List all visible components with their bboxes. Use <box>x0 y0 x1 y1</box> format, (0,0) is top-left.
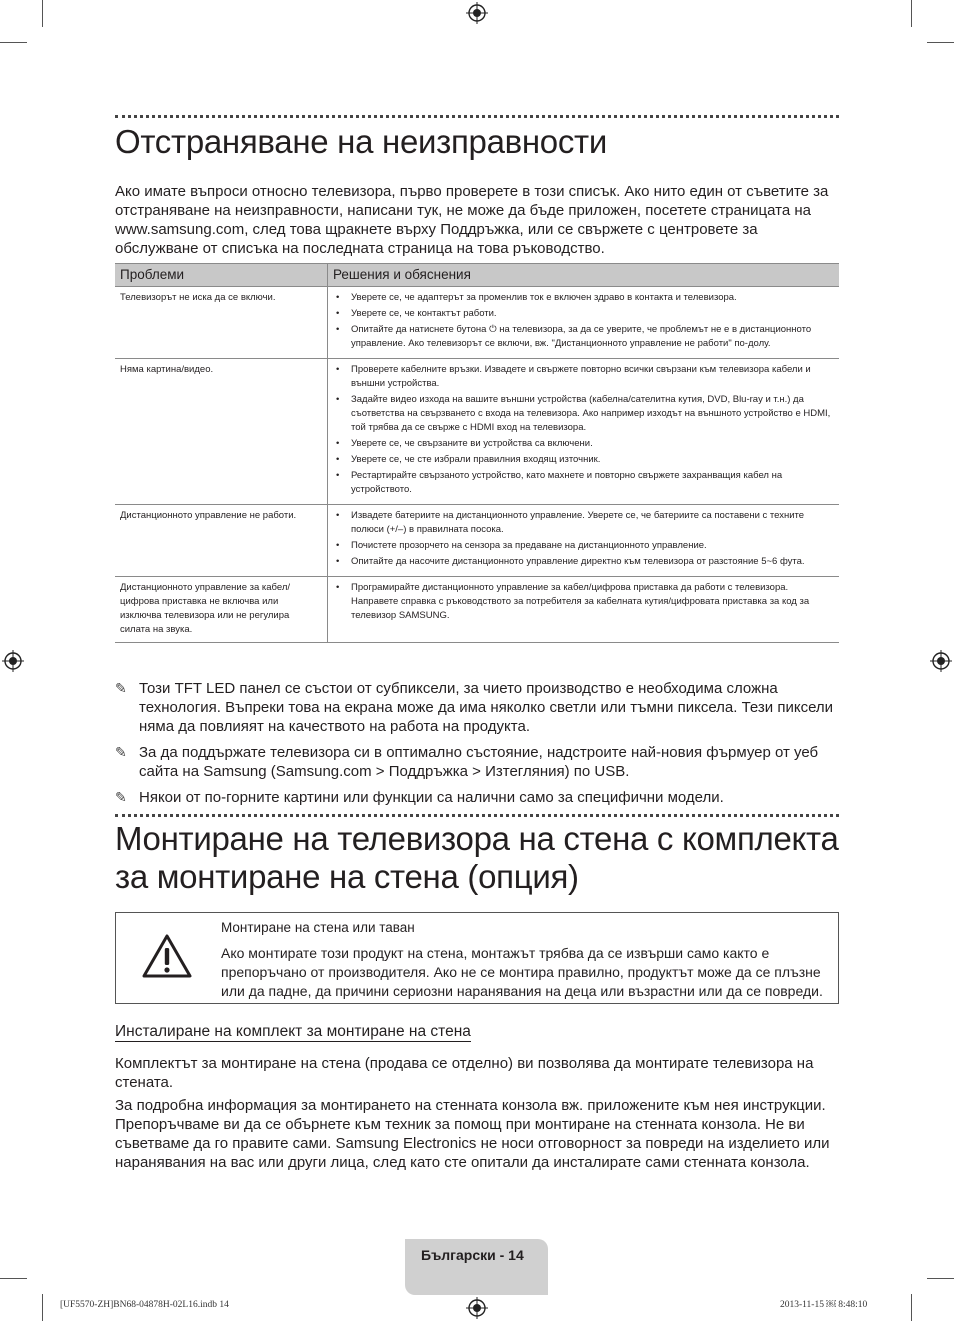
footer-timestamp: 2013-11-15 ￼ 8:48:10 <box>780 1300 868 1310</box>
column-header-problems: Проблеми <box>115 264 328 287</box>
crop-mark <box>911 0 912 27</box>
section-title-line: Монтиране на телевизора на стена с комплекта <box>115 820 839 857</box>
crop-mark <box>42 1294 43 1321</box>
page-number-badge <box>405 1239 548 1295</box>
registration-mark-icon <box>466 2 488 24</box>
note-text: Някои от по-горните картини или функции са налични само за специфични модели. <box>139 789 724 806</box>
subheading-install-kit: Инсталиране на комплект за монтиране на стена <box>115 1023 471 1040</box>
crop-mark <box>0 1278 27 1279</box>
problem-cell: Телевизорът не иска да се включи. <box>115 287 328 359</box>
section-title-wall-mount <box>115 820 839 896</box>
crop-mark <box>42 0 43 27</box>
problem-cell: Няма картина/видео. <box>115 359 328 505</box>
registration-mark-icon <box>466 1297 488 1319</box>
table-row <box>115 287 839 359</box>
registration-mark-icon <box>930 650 952 672</box>
body-paragraph: За подробна информация за монтирането на стенната конзола вж. приложените към нея инструкции. Препоръчваме ви да се обърнете към техник за помощ при монтиране на стенната конзола. Не ви съветваме да го правите сами. Samsung Electronics не носи отговорност за повреди на изделието или наранявания на вас или други лица, след като сте опитали да инсталирате сами стенната конзола. <box>115 1097 830 1171</box>
problem-cell: Дистанционното управление не работи. <box>115 505 328 577</box>
pencil-note-icon: ✎ <box>115 680 127 696</box>
crop-mark <box>927 42 954 43</box>
crop-mark <box>0 42 27 43</box>
caution-heading: Монтиране на стена или таван <box>221 920 415 935</box>
section-divider <box>115 115 839 118</box>
crop-mark <box>927 1278 954 1279</box>
registration-mark-icon <box>2 650 24 672</box>
pencil-note-icon: ✎ <box>115 789 127 805</box>
footer-file-info: [UF5570-ZH]BN68-04878H-02L16.indb 14 <box>60 1300 229 1310</box>
body-paragraph: Комплектът за монтиране на стена (продава се отделно) ви позволява да монтирате телевизора на стената. <box>115 1055 814 1091</box>
column-header-solutions: Решения и обяснения <box>328 264 840 287</box>
solution-item: • Опитайте да натиснете бутона ⏻ на телевизора, за да се уверите, че проблемът не е в дистанционното управление. Ако телевизорът се включи, вж. "Дистанционното управление не работи" по-долу. <box>333 323 834 351</box>
troubleshooting-table <box>115 263 839 643</box>
solution-item: • Извадете батериите на дистанционното управление. Уверете се, че батериите са поставени с техните полюси (+/–) в правилната посока. <box>333 509 834 537</box>
solution-item: • Опитайте да насочите дистанционното управление директно към телевизора от разстояние 5~6 фута. <box>333 555 834 569</box>
note-item <box>115 679 839 736</box>
warning-triangle-icon <box>141 933 193 979</box>
pencil-note-icon: ✎ <box>115 744 127 760</box>
note-item <box>115 743 839 781</box>
table-row <box>115 577 839 643</box>
table-row <box>115 359 839 505</box>
solution-item: • Уверете се, че контактът работи. <box>333 307 834 321</box>
solutions-cell <box>328 505 840 577</box>
crop-mark <box>911 1294 912 1321</box>
section-title-troubleshooting: Отстраняване на неизправности <box>115 123 608 160</box>
solutions-cell <box>328 287 840 359</box>
solution-item: • Задайте видео изхода на вашите външни устройства (кабелна/сателитна кутия, DVD, Blu-ray и т.н.) да съответства на свързването с входа на телевизора. Ако например изходът на външното устройство е HDMI, той трябва да се свърже с HDMI вход на телевизора. <box>333 393 834 435</box>
table-header-row <box>115 264 839 287</box>
solutions-cell <box>328 577 840 643</box>
intro-paragraph: Ако имате въпроси относно телевизора, първо проверете в този списък. Ако нито един от съветите за отстраняване на неизправности, написани тук, не може да бъде приложен, посетете страницата на www.samsung.com, след това щракнете върху Поддръжка, или се свържете с центровете за обслужване от списъка на последната страница на това ръководство. <box>115 183 829 257</box>
caution-text: Ако монтирате този продукт на стена, монтажът трябва да се извърши само както е препоръчано от производителя. Ако не се монтира правилно, продуктът може да се плъзне или да падне, да причини сериозни наранявания на деца или възрастни или да се повреди. <box>221 945 823 999</box>
caution-box <box>115 912 839 1004</box>
solution-item: • Проверете кабелните връзки. Извадете и свържете повторно всички свързани към телевизора кабели и външни устройства. <box>333 363 834 391</box>
solution-item: • Програмирайте дистанционното управление за кабел/цифрова приставка да работи с телевизора. Направете справка с ръководството за потребителя за кабелната кутия/цифровата приставка за код за телевизор SAMSUNG. <box>333 581 834 623</box>
solution-item: • Почистете прозорчето на сензора за предаване на дистанционното управление. <box>333 539 834 553</box>
solution-item: • Рестартирайте свързаното устройство, като махнете и повторно свържете захранващия кабел на устройството. <box>333 469 834 497</box>
section-divider <box>115 814 839 817</box>
table-row <box>115 505 839 577</box>
solution-item: • Уверете се, че свързаните ви устройства са включени. <box>333 437 834 451</box>
solutions-cell <box>328 359 840 505</box>
section-title-line: за монтиране на стена (опция) <box>115 858 579 895</box>
solution-item: • Уверете се, че сте избрали правилния входящ източник. <box>333 453 834 467</box>
solution-item: • Уверете се, че адаптерът за променлив ток е включен здраво в контакта и телевизора. <box>333 291 834 305</box>
note-item <box>115 788 839 807</box>
note-text: За да поддържате телевизора си в оптимално състояние, надстроите най-новия фърмуер от уеб сайта на Samsung (Samsung.com > Поддръжка > Изтегляния) по USB. <box>139 744 819 780</box>
page-label: Български - 14 <box>421 1247 524 1263</box>
problem-cell: Дистанционното управление за кабел/цифрова приставка не включва или изключва телевизора или не регулира силата на звука. <box>115 577 328 643</box>
note-text: Този TFT LED панел се състои от субпиксели, за чието производство е необходима сложна технология. Въпреки това на екрана може да има няколко светли или тъмни пиксела. Тези пиксели няма да повлияят на качеството на работа на продукта. <box>139 680 834 735</box>
